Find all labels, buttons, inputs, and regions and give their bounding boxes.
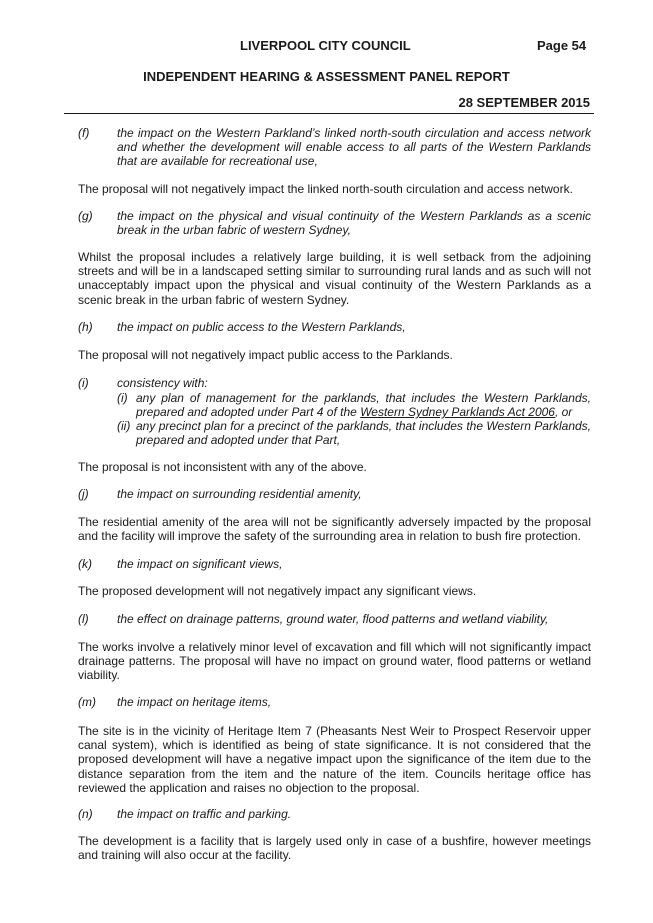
subitem-1-text: any plan of management for the parklands, that includes the Western Parklands, prepared and adopted under Part 4 of the [136, 391, 591, 420]
response-h: The proposal will not negatively impact public access to the Parklands. [78, 348, 453, 362]
criterion-label-k: (k) [78, 557, 92, 571]
criterion-label-m: (m) [78, 695, 96, 709]
response-i: The proposal is not inconsistent with any of the above. [78, 460, 367, 474]
criterion-l: the effect on drainage patterns, ground water, flood patterns and wetland viability, [117, 612, 549, 626]
criterion-i-subitem-1 [117, 391, 591, 419]
page-number: Page 54 [537, 38, 587, 53]
criterion-k: the impact on significant views, [117, 557, 283, 571]
response-g: Whilst the proposal includes a relatively large building, it is well setback from the adjoining streets and will be in a landscaped setting similar to surrounding rural lands and as such will not unacceptably impact upon the physical and visual continuity of the Western Parklands as a scenic break in the urban fabric of western Sydney. [78, 250, 591, 307]
criterion-j: the impact on surrounding residential amenity, [117, 487, 362, 501]
criterion-n: the impact on traffic and parking. [117, 807, 292, 821]
criterion-g: the impact on the physical and visual continuity of the Western Parklands as a scenic break in the urban fabric of western Sydney, [117, 209, 591, 238]
subitem-1-suffix: , or [554, 405, 573, 420]
response-m: The site is in the vicinity of Heritage Item 7 (Pheasants Nest Weir to Prospect Reservoir upper canal system), which is identified as being of state significance. It is not considered that the proposed development will have a negative impact upon the significance of the item due to the distance separation from the item and the nature of the item. Councils heritage office has reviewed the application and raises no objection to the proposal. [78, 724, 591, 795]
header-rule [64, 113, 594, 114]
report-title: INDEPENDENT HEARING & ASSESSMENT PANEL REPORT [143, 69, 510, 84]
criterion-i-subitem-2 [117, 419, 591, 447]
response-n: The development is a facility that is largely used only in case of a bushfire, however meetings and training will also occur at the facility. [78, 834, 591, 863]
response-k: The proposed development will not negatively impact any significant views. [78, 584, 477, 598]
criterion-i: consistency with: [117, 376, 208, 390]
criterion-label-h: (h) [78, 320, 93, 334]
criterion-label-l: (l) [78, 612, 89, 626]
report-date: 28 SEPTEMBER 2015 [458, 95, 590, 110]
criterion-h: the impact on public access to the Western Parklands, [117, 320, 406, 334]
criterion-label-g: (g) [78, 209, 93, 223]
response-f: The proposal will not negatively impact the linked north-south circulation and access network. [78, 182, 573, 196]
response-j: The residential amenity of the area will not be significantly adversely impacted by the proposal and the facility will improve the safety of the surrounding area in relation to bush fire protection. [78, 515, 591, 544]
response-l: The works involve a relatively minor level of excavation and fill which will not significantly impact drainage patterns. The proposal will have no impact on ground water, flood patterns or wetland viability. [78, 640, 591, 683]
subitem-1-label: (i) [117, 391, 128, 405]
criterion-m: the impact on heritage items, [117, 695, 272, 709]
criterion-label-j: (j) [78, 487, 89, 501]
criterion-label-n: (n) [78, 807, 93, 821]
council-name: LIVERPOOL CITY COUNCIL [240, 38, 411, 53]
criterion-label-i: (i) [78, 376, 89, 390]
act-link[interactable]: Western Sydney Parklands Act 2006 [360, 405, 555, 420]
criterion-label-f: (f) [78, 126, 90, 140]
criterion-f: the impact on the Western Parkland’s linked north-south circulation and access network and whether the development will enable access to all parts of the Western Parklands that are available for recreational use, [117, 126, 591, 169]
subitem-2-text: any precinct plan for a precinct of the parklands, that includes the Western Parklands, prepared and adopted under that Part, [136, 419, 591, 448]
subitem-2-label: (ii) [117, 419, 131, 433]
